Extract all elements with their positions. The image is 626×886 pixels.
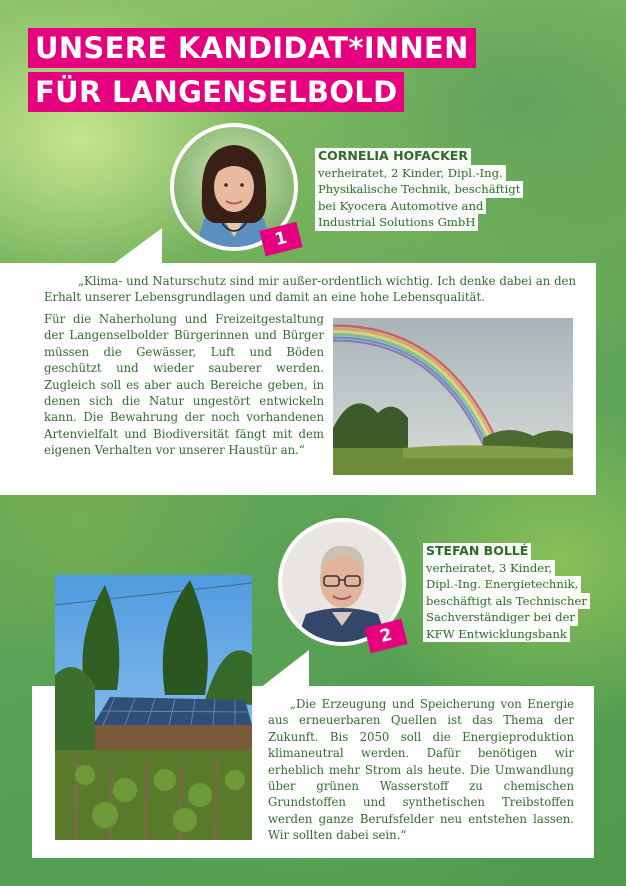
candidate-2-bio-line: beschäftigt als Technischer (423, 593, 590, 610)
candidate-2-bio-line: Sachverständiger bei der (423, 609, 578, 626)
candidate-1-bio-line: bei Kyocera Automotive and (315, 198, 486, 215)
candidate-2-bio-line: verheiratet, 3 Kinder, (423, 560, 555, 577)
headline-line-1: UNSERE KANDIDAT*INNEN (28, 28, 476, 68)
candidate-1-bio-line: Physikalische Technik, beschäftigt (315, 181, 523, 198)
solar-garden-photo (55, 575, 252, 840)
rainbow-image (333, 318, 573, 475)
candidate-1-name: CORNELIA HOFACKER (315, 148, 471, 165)
candidate-2-bio (423, 543, 590, 642)
candidate-1-bio (315, 148, 523, 231)
solar-garden-image (55, 575, 252, 840)
candidate-1-quote-intro: „Klima- und Naturschutz sind mir außer-ordentlich wichtig. Ich denke dabei an den Erhalt unserer Lebensgrundlagen und damit an eine hohe Lebensqualität. (44, 274, 576, 305)
candidate-1-quote-body: Für die Naherholung und Freizeitgestaltung der Langenselbolder Bürgerinnen und Bürger müssen die Gewässer, Luft und Böden geschützt und wieder sauberer werden. Zugleich soll es aber auch Bereiche geben, in denen sich die Natur ungestört entwickeln kann. Die Bewahrung der noch vorhandenen Artenvielfalt und Biodiversität fängt mit dem eigenen Verhalten vor unserer Haustür an.“ (44, 312, 324, 458)
candidate-2-bio-line: Dipl.-Ing. Energietechnik, (423, 576, 581, 593)
candidate-1-number-badge: 1 (259, 222, 302, 256)
candidate-2-number-badge: 2 (364, 619, 407, 653)
candidate-1-bio-line: Industrial Solutions GmbH (315, 214, 478, 231)
rainbow-photo (333, 318, 573, 475)
headline (28, 28, 476, 116)
candidate-2-name: STEFAN BOLLÉ (423, 543, 531, 560)
candidate-1-bio-line: verheiratet, 2 Kinder, Dipl.-Ing. (315, 165, 506, 182)
candidate-1-quote-bubble (0, 263, 596, 495)
candidate-2-bio-line: KFW Entwicklungsbank (423, 626, 570, 643)
headline-line-2: FÜR LANGENSELBOLD (28, 72, 404, 112)
candidate-2-quote: „Die Erzeugung und Speicherung von Energie aus erneuerbaren Quellen ist das Thema der Zukunft. Bis 2050 soll die Energieproduktion klimaneutral werden. Dafür benötigen wir erheblich mehr Strom als heute. Die Umwandlung über grünen Wasserstoff zu chemischen Grundstoffen und synthetischen Treibstoffen werden ganze Berufsfelder neu entstehen lassen. Wir sollten dabei sein.“ (268, 697, 574, 843)
